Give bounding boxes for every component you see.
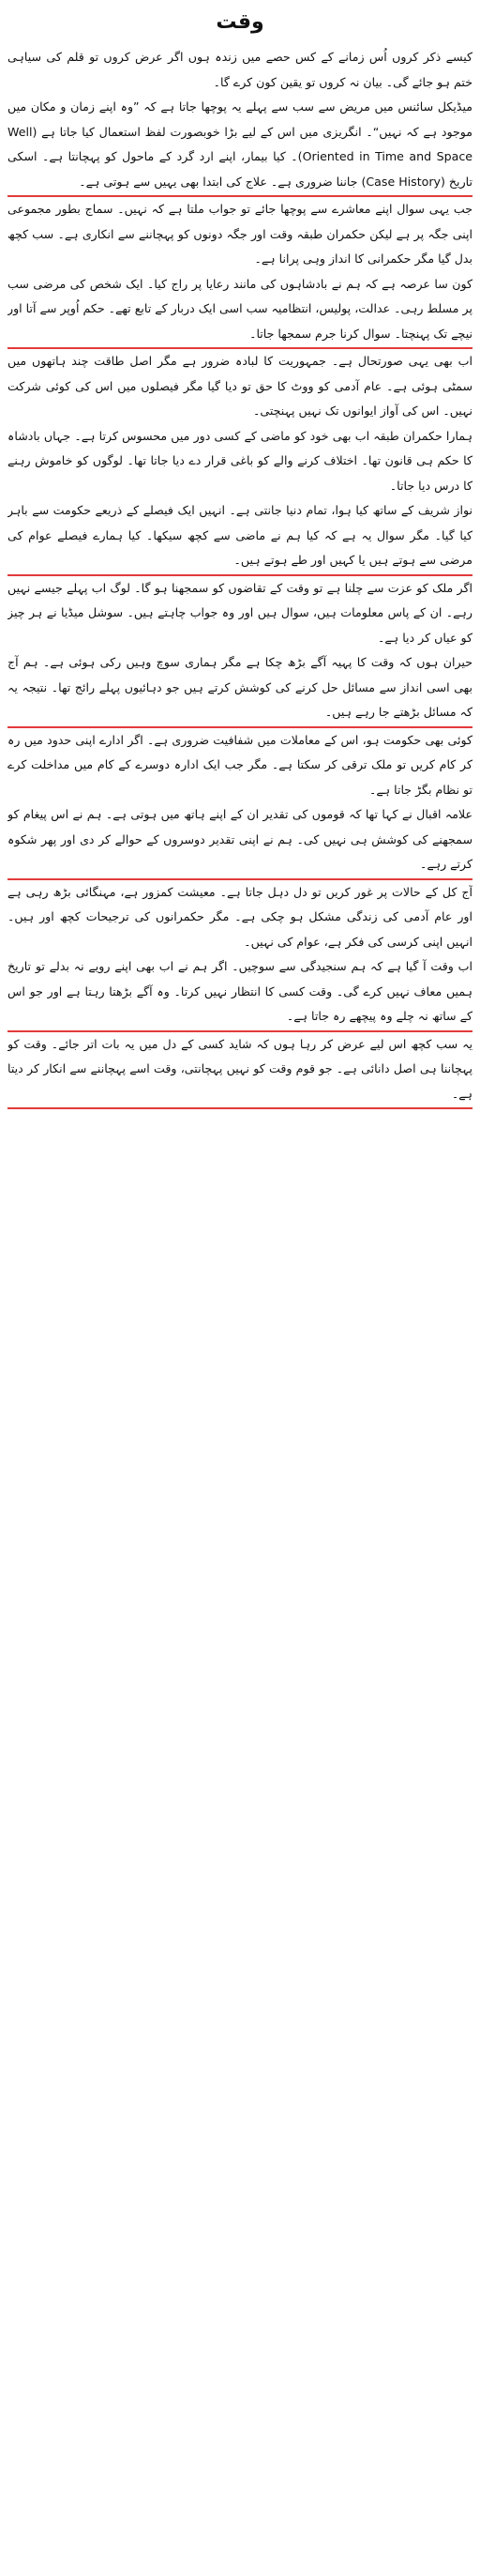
paragraph: کوئی بھی حکومت ہو، اس کے معاملات میں شفافیت ضروری ہے۔ اگر ادارے اپنی حدود میں رہ کر کام کریں تو ملک ترقی کر سکتا ہے۔ مگر جب ایک ادارہ دوسرے کے کام میں مداخلت کرے تو نظام بگڑ جاتا ہے۔ xyxy=(8,732,472,797)
paragraph: جب یہی سوال اپنے معاشرے سے پوچھا جائے تو جواب ملتا ہے کہ نہیں۔ سماج بطور مجموعی اپنی جگہ پر ہے لیکن حکمران طبقہ وقت اور جگہ دونوں کو پہچاننے سے انکاری ہے۔ سب کچھ بدل گیا مگر حکمرانی کا انداز وہی پرانا ہے۔ xyxy=(8,202,472,266)
paragraph: آج کل کے حالات پر غور کریں تو دل دہل جاتا ہے۔ معیشت کمزور ہے، مہنگائی بڑھ رہی ہے اور عام آدمی کی زندگی مشکل ہو چکی ہے۔ مگر حکمرانوں کی ترجیحات کچھ اور ہیں۔ انہیں اپنی کرسی کی فکر ہے، عوام کی نہیں۔ xyxy=(8,884,472,949)
paragraph: علامہ اقبال نے کہا تھا کہ قوموں کی تقدیر ان کے اپنے ہاتھ میں ہوتی ہے۔ ہم نے اس پیغام کو سمجھنے کی کوشش ہی نہیں کی۔ ہم نے اپنی تقدیر دوسروں کے حوالے کر دی اور پھر شکوہ کرتے رہے۔ xyxy=(8,802,472,880)
paragraph: کیسے ذکر کروں اُس زمانے کے کس حصے میں زندہ ہوں اگر عرض کروں تو قلم کی سیاہی ختم ہو جائے گی۔ بیان نہ کروں تو یقین کون کرے گا۔ xyxy=(8,50,472,89)
paragraph: اگر ملک کو عزت سے چلنا ہے تو وقت کے تقاضوں کو سمجھنا ہو گا۔ لوگ اب پہلے جیسے نہیں رہے۔ ان کے پاس معلومات ہیں، سوال ہیں اور وہ جواب چاہتے ہیں۔ سوشل میڈیا نے ہر چیز کو عیاں کر دیا ہے۔ xyxy=(8,580,472,645)
article-title: وقت xyxy=(216,9,264,34)
article-header xyxy=(0,0,480,43)
paragraph: حیران ہوں کہ وقت کا پہیہ آگے بڑھ چکا ہے مگر ہماری سوچ وہیں رکی ہوئی ہے۔ ہم آج بھی اسی انداز سے مسائل حل کرنے کی کوشش کرتے ہیں جو دہائیوں پہلے رائج تھا۔ نتیجہ یہ کہ مسائل بڑھتے جا رہے ہیں۔ xyxy=(8,650,472,728)
paragraph: اب وقت آ گیا ہے کہ ہم سنجیدگی سے سوچیں۔ اگر ہم نے اب بھی اپنے رویے نہ بدلے تو تاریخ ہمیں معاف نہیں کرے گی۔ وقت کسی کا انتظار نہیں کرتا۔ وہ آگے بڑھتا رہتا ہے اور جو اس کے ساتھ نہ چلے وہ پیچھے رہ جاتا ہے۔ xyxy=(8,954,472,1032)
paragraph: اب بھی یہی صورتحال ہے۔ جمہوریت کا لبادہ ضرور ہے مگر اصل طاقت چند ہاتھوں میں سمٹی ہوئی ہے۔ عام آدمی کو ووٹ کا حق تو دیا گیا مگر فیصلوں میں اس کی کوئی شرکت نہیں۔ اس کی آواز ایوانوں تک نہیں پہنچتی۔ xyxy=(8,354,472,418)
paragraph: میڈیکل سائنس میں مریض سے سب سے پہلے یہ پوچھا جاتا ہے کہ ”وہ اپنے زمان و مکان میں موجود ہے کہ نہیں“۔ انگریزی میں اس کے لیے بڑا خوبصورت لفظ استعمال کیا جاتا ہے (Well Oriented in Time and Space)۔ کیا بیمار، اپنے ارد گرد کے ماحول کو پہچانتا ہے۔ اسکی تاریخ (Case History) جاننا ضروری ہے۔ علاج کی ابتدا بھی یہیں سے ہوتی ہے۔ xyxy=(8,95,472,197)
paragraph: نواز شریف کے ساتھ کیا ہوا، تمام دنیا جانتی ہے۔ انہیں ایک فیصلے کے ذریعے حکومت سے باہر کیا گیا۔ مگر سوال یہ ہے کہ کیا ہم نے ماضی سے کچھ سیکھا۔ کیا ہمارے فیصلے عوام کی مرضی سے ہوتے ہیں یا کہیں اور طے ہوتے ہیں۔ xyxy=(8,498,472,576)
paragraph: یہ سب کچھ اس لیے عرض کر رہا ہوں کہ شاید کسی کے دل میں یہ بات اتر جائے۔ وقت کو پہچاننا ہی اصل دانائی ہے۔ جو قوم وقت کو نہیں پہچانتی، وقت اسے پہچاننے سے انکار کر دیتا ہے۔ xyxy=(8,1032,472,1110)
paragraph: ہمارا حکمران طبقہ اب بھی خود کو ماضی کے کسی دور میں محسوس کرتا ہے۔ جہاں بادشاہ کا حکم ہی قانون تھا۔ اختلاف کرنے والے کو باغی قرار دے دیا جاتا تھا۔ لوگوں کو خاموش رہنے کا درس دیا جاتا۔ xyxy=(8,428,472,493)
article-body xyxy=(8,45,472,2569)
paragraph: کون سا عرصہ ہے کہ ہم نے بادشاہوں کی مانند رعایا پر راج کیا۔ ایک شخص کی مرضی سب پر مسلط رہی۔ عدالت، پولیس، انتظامیہ سب اسی ایک دربار کے تابع تھے۔ حکم اُوپر سے آتا اور نیچے تک پہنچتا۔ سوال کرنا جرم سمجھا جاتا۔ xyxy=(8,272,472,350)
